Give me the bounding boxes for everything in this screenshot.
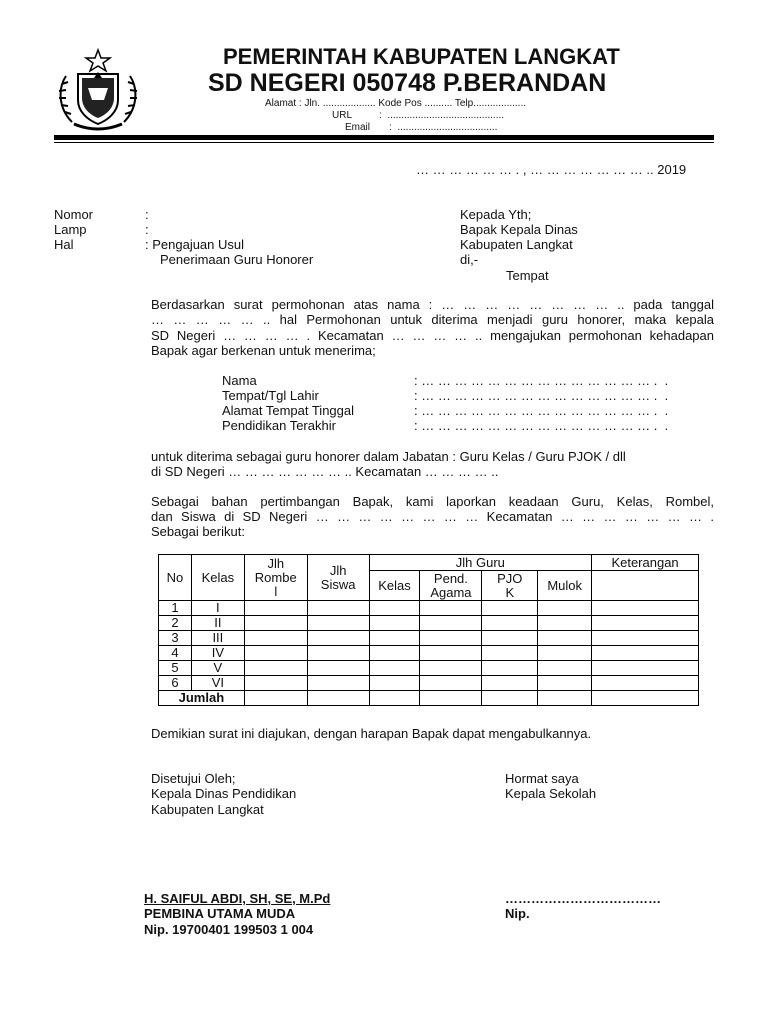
row-kelas: VI [191,676,244,691]
header-jlh-guru: Jlh Guru [369,555,592,571]
kabupaten-langkat-emblem-icon [52,48,144,134]
right-signatory-nip: Nip. [505,906,530,921]
table-row [159,616,699,631]
field-value-ttl: : … … … … … … … … … … … … … … . . [414,388,669,403]
paragraph-line: … … … … … .. hal Permohonan untuk diterima menjadi guru honorer, maka kepala [151,312,714,327]
government-heading: PEMERINTAH KABUPATEN LANGKAT [223,44,620,69]
staff-class-table [158,554,699,706]
field-label-pendidikan: Pendidikan Terakhir [222,418,336,433]
field-label-nama: Nama [222,373,257,388]
row-no: 3 [159,631,192,646]
header-rule-thick [54,135,714,140]
closing-sentence: Demikian surat ini diajukan, dengan harapan Bapak dapat mengabulkannya. [151,726,592,741]
header-keterangan: Keterangan [592,555,699,571]
recipient-line: Kabupaten Langkat [460,237,573,252]
field-value-alamat: : … … … … … … … … … … … … … … . . [414,403,669,418]
meta-hal-label: Hal [54,237,74,252]
right-sign-line: Kepala Sekolah [505,786,597,801]
meta-hal-value: : Pengajuan Usul [145,237,245,252]
table-row [159,676,699,691]
row-no: 4 [159,646,192,661]
meta-lamp-label: Lamp [54,222,87,237]
right-sign-line: Hormat saya [505,771,579,786]
table-row [159,631,699,646]
meta-lamp-colon: : [145,222,149,237]
row-kelas: III [191,631,244,646]
email-value: : .................................... [389,122,498,133]
row-no: 6 [159,676,192,691]
right-signatory-name: ……………………………… [505,891,661,906]
paragraph-line: Sebagai berikut: [151,524,245,539]
paragraph-line: Berdasarkan surat permohonan atas nama : … … … … … … … … .. pada tanggal [151,297,714,312]
header-kelas: Kelas [191,555,244,601]
subheader-kelas: Kelas [369,571,420,601]
url-label: URL [332,110,353,121]
header-siswa: Jlh Siswa [307,555,369,601]
left-sign-line: Kepala Dinas Pendidikan [151,786,297,801]
paragraph-line: Bapak agar berkenan untuk menerima; [151,343,376,358]
recipient-place: Tempat [506,268,549,283]
header-rule-thin [54,142,714,143]
left-signatory-name: H. SAIFUL ABDI, SH, SE, M.Pd [144,891,331,906]
left-sign-line: Disetujui Oleh; [151,771,236,786]
paragraph-line: dan Siswa di SD Negeri … … … … … … … … Kecamatan … … … … … … … . [151,509,714,524]
header-no: No [159,555,192,601]
paragraph-line: SD Negeri … … … … . Kecamatan … … … … .. mengajukan permohonan kehadapan [151,328,714,343]
meta-nomor-label: Nomor [54,207,94,222]
table-row [159,601,699,616]
subheader-pjok: PJO K [482,571,538,601]
recipient-line: Bapak Kepala Dinas [460,222,578,237]
field-value-pendidikan: : … … … … … … … … … … … … … … . . [414,418,669,433]
left-signatory-rank: PEMBINA UTAMA MUDA [144,906,296,921]
email-label: Email [345,122,371,133]
paragraph-line: untuk diterima sebagai guru honorer dalam Jabatan : Guru Kelas / Guru PJOK / dll [151,449,626,464]
header-rombel: Jlh Rombe l [244,555,307,601]
paragraph-line: Sebagai bahan pertimbangan Bapak, kami laporkan keadaan Guru, Kelas, Rombel, [151,494,714,509]
table-row [159,646,699,661]
paragraph-line: di SD Negeri … … … … … … … .. Kecamatan … … … … .. [151,464,499,479]
field-label-ttl: Tempat/Tgl Lahir [222,388,319,403]
row-kelas: II [191,616,244,631]
field-value-nama: : … … … … … … … … … … … … … … . . [414,373,669,388]
url-value: : .......................................... [379,110,505,121]
total-label: Jumlah [159,691,245,706]
row-kelas: V [191,661,244,676]
row-kelas: IV [191,646,244,661]
row-no: 2 [159,616,192,631]
table-total-row [159,691,699,706]
recipient-line: di,- [460,252,479,267]
row-kelas: I [191,601,244,616]
left-sign-line: Kabupaten Langkat [151,802,264,817]
subheader-mulok: Mulok [538,571,592,601]
recipient-line: Kepada Yth; [460,207,532,222]
school-name-heading: SD NEGERI 050748 P.BERANDAN [208,69,607,97]
address-line: Alamat : Jln. ................... Kode Pos .......... Telp................... [265,98,527,109]
field-label-alamat: Alamat Tempat Tinggal [222,403,354,418]
place-date: … … … … … … . , … … … … … … … .. 2019 [416,162,687,177]
meta-nomor-colon: : [145,207,149,222]
left-signatory-nip: Nip. 19700401 199503 1 004 [144,922,314,937]
subheader-pend-agama: Pend. Agama [420,571,482,601]
row-no: 1 [159,601,192,616]
table-row [159,661,699,676]
row-no: 5 [159,661,192,676]
meta-hal-line2: Penerimaan Guru Honorer [160,252,314,267]
subheader-keterangan-empty [592,571,699,601]
